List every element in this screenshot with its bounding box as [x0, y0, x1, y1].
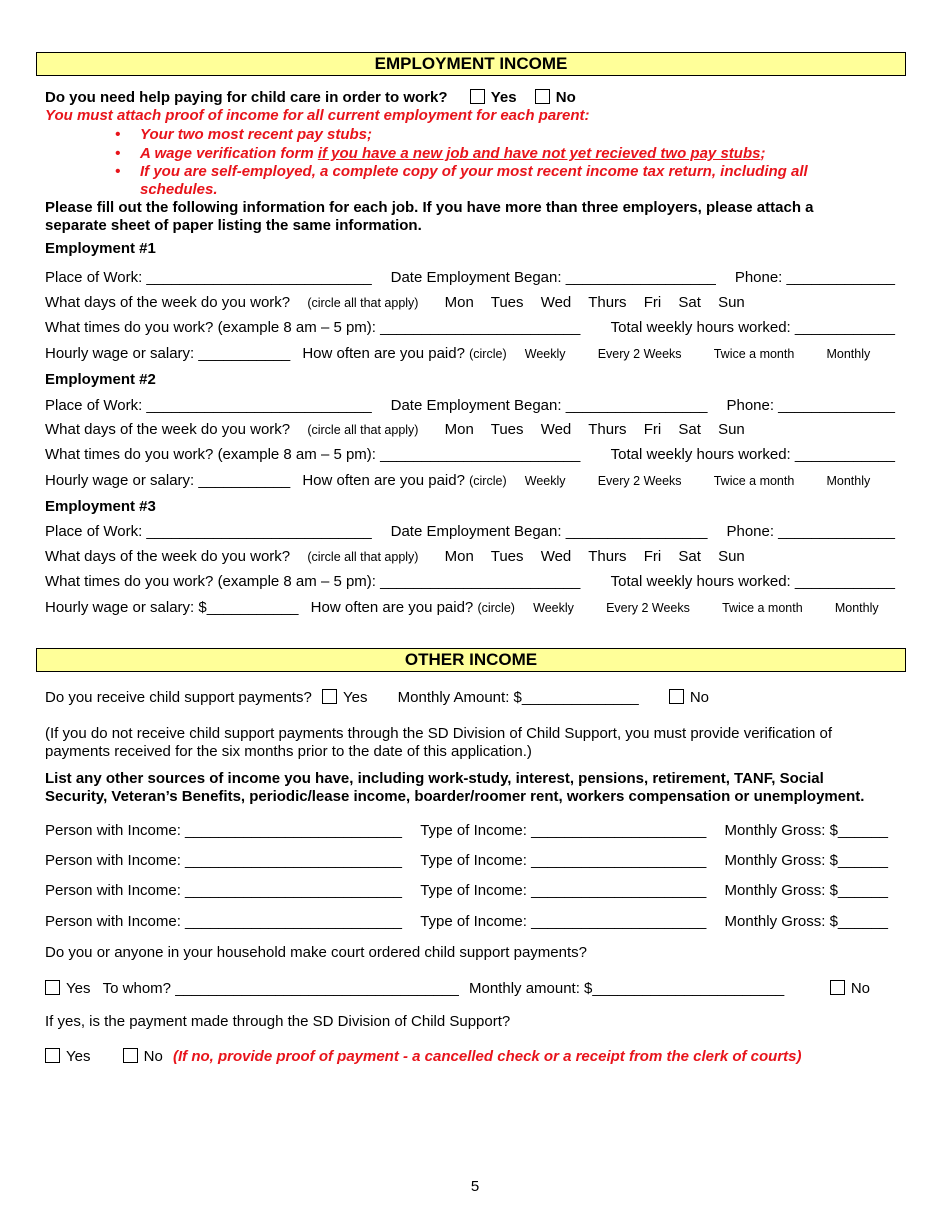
child-support-question: Do you receive child support payments?: [45, 689, 312, 706]
child-support-yes-label: Yes: [342, 689, 368, 706]
days-question: What days of the week do you work?: [45, 548, 291, 565]
day-fri[interactable]: Fri: [643, 421, 662, 438]
child-support-no-label: No: [689, 689, 710, 706]
bullet-icon: •: [115, 145, 121, 162]
freq-monthly[interactable]: Monthly: [826, 474, 871, 488]
employment-2-title: Employment #2: [45, 371, 156, 388]
employment-income-heading: EMPLOYMENT INCOME: [36, 52, 906, 76]
freq-twice-month[interactable]: Twice a month: [722, 601, 803, 615]
bullet-icon: •: [115, 126, 121, 143]
wage-field[interactable]: Hourly wage or salary: ___________: [45, 345, 291, 362]
sd-division-line: [45, 1048, 802, 1065]
bullet-pay-stubs: [115, 126, 372, 143]
phone-field[interactable]: Phone: ______________: [726, 397, 895, 414]
childcare-no-label: No: [555, 89, 576, 106]
childcare-no-checkbox[interactable]: [535, 89, 550, 104]
circle-note: (circle): [469, 474, 507, 488]
bullet-wage-underlined: if you have a new job and have not yet recieved two pay stubs: [317, 145, 761, 162]
wage-field[interactable]: Hourly wage or salary: ___________: [45, 472, 291, 489]
day-sun[interactable]: Sun: [718, 421, 745, 438]
bullet-self-employed: [115, 163, 808, 180]
employment-2-times-row: [45, 446, 895, 463]
day-mon[interactable]: Mon: [444, 421, 474, 438]
proof-intro: You must attach proof of income for all current employment for each parent:: [45, 107, 590, 124]
bullet-wage-text: A wage verification form: [140, 145, 318, 162]
employment-2-place-row: [45, 397, 895, 414]
paid-question: How often are you paid?: [302, 472, 465, 489]
court-ordered-question: Do you or anyone in your household make court ordered child support payments?: [45, 944, 587, 961]
freq-every-2-weeks[interactable]: Every 2 Weeks: [597, 474, 682, 488]
work-times-field[interactable]: What times do you work? (example 8 am – 5 pm): ________________________: [45, 573, 581, 590]
monthly-gross-field[interactable]: Monthly Gross: $______: [724, 822, 888, 839]
childcare-yes-checkbox[interactable]: [470, 89, 485, 104]
court-ordered-line: [45, 980, 870, 997]
employment-1-place-row: [45, 269, 895, 286]
sd-no-label: No: [143, 1048, 163, 1065]
type-of-income-field[interactable]: Type of Income: _____________________: [420, 913, 707, 930]
total-hours-field[interactable]: Total weekly hours worked: ____________: [610, 573, 895, 590]
circle-all-note: (circle all that apply): [307, 423, 419, 437]
employment-3-wage-row: [45, 599, 879, 616]
day-sat[interactable]: Sat: [678, 294, 701, 311]
income-row: [45, 852, 888, 869]
person-with-income-field[interactable]: Person with Income: __________________________: [45, 882, 402, 899]
instruction-line2: separate sheet of paper listing the same information.: [45, 217, 422, 234]
place-of-work-field[interactable]: Place of Work: ___________________________: [45, 269, 372, 286]
day-sat[interactable]: Sat: [678, 548, 701, 565]
employment-1-days-row: [45, 294, 758, 311]
day-wed[interactable]: Wed: [540, 548, 572, 565]
bullet-wage-verification: [115, 145, 766, 162]
freq-monthly[interactable]: Monthly: [834, 601, 879, 615]
page-number: 5: [470, 1178, 480, 1195]
employment-1-wage-row: [45, 345, 870, 362]
day-mon[interactable]: Mon: [444, 548, 474, 565]
monthly-amount-field[interactable]: Monthly Amount: $______________: [397, 689, 639, 706]
person-with-income-field[interactable]: Person with Income: __________________________: [45, 913, 402, 930]
freq-every-2-weeks[interactable]: Every 2 Weeks: [597, 347, 682, 361]
freq-weekly[interactable]: Weekly: [524, 347, 566, 361]
employment-3-times-row: [45, 573, 895, 590]
court-no-checkbox[interactable]: [830, 980, 845, 995]
days-question: What days of the week do you work?: [45, 294, 291, 311]
day-wed[interactable]: Wed: [540, 421, 572, 438]
other-income-heading: OTHER INCOME: [36, 648, 906, 672]
day-tues[interactable]: Tues: [490, 548, 524, 565]
circle-all-note: (circle all that apply): [307, 296, 419, 310]
day-sun[interactable]: Sun: [718, 294, 745, 311]
day-fri[interactable]: Fri: [643, 548, 662, 565]
day-thurs[interactable]: Thurs: [588, 548, 627, 565]
childcare-yes-label: Yes: [490, 89, 517, 106]
child-support-yes-checkbox[interactable]: [322, 689, 337, 704]
income-row: [45, 913, 888, 930]
person-with-income-field[interactable]: Person with Income: __________________________: [45, 822, 402, 839]
income-row: [45, 822, 888, 839]
days-question: What days of the week do you work?: [45, 421, 291, 438]
court-no-label: No: [850, 980, 870, 997]
to-whom-field[interactable]: To whom? __________________________________: [102, 980, 459, 997]
day-thurs[interactable]: Thurs: [588, 421, 627, 438]
day-sat[interactable]: Sat: [678, 421, 701, 438]
total-hours-field[interactable]: Total weekly hours worked: ____________: [610, 446, 895, 463]
phone-field[interactable]: Phone: ______________: [726, 523, 895, 540]
child-support-line: [45, 689, 709, 706]
place-of-work-field[interactable]: Place of Work: ___________________________: [45, 397, 372, 414]
employment-3-title: Employment #3: [45, 498, 156, 515]
verification-note-line1: (If you do not receive child support payments through the SD Division of Child Support, you must provide verification of: [45, 725, 833, 742]
monthly-gross-field[interactable]: Monthly Gross: $______: [724, 882, 888, 899]
place-of-work-field[interactable]: Place of Work: ___________________________: [45, 523, 372, 540]
monthly-gross-field[interactable]: Monthly Gross: $______: [724, 852, 888, 869]
employment-1-times-row: [45, 319, 895, 336]
day-fri[interactable]: Fri: [643, 294, 662, 311]
person-with-income-field[interactable]: Person with Income: __________________________: [45, 852, 402, 869]
sd-division-question: If yes, is the payment made through the SD Division of Child Support?: [45, 1013, 511, 1030]
monthly-gross-field[interactable]: Monthly Gross: $______: [724, 913, 888, 930]
income-sources-line1: List any other sources of income you have, including work-study, interest, pensions, retirement, TANF, Social: [45, 770, 824, 787]
freq-monthly[interactable]: Monthly: [826, 347, 871, 361]
bullet-pay-stubs-text: Your two most recent pay stubs;: [140, 126, 372, 143]
circle-note: (circle): [477, 601, 515, 615]
court-monthly-amount-field[interactable]: Monthly amount: $_______________________: [469, 980, 785, 997]
employment-2-days-row: [45, 421, 758, 438]
day-wed[interactable]: Wed: [540, 294, 572, 311]
date-began-field[interactable]: Date Employment Began: __________________: [390, 269, 716, 286]
employment-2-wage-row: [45, 472, 870, 489]
date-began-field[interactable]: Date Employment Began: _________________: [390, 397, 708, 414]
proof-of-payment-note: (If no, provide proof of payment - a cancelled check or a receipt from the clerk of courts): [173, 1048, 802, 1065]
wage-field[interactable]: Hourly wage or salary: $___________: [45, 599, 299, 616]
income-row: [45, 882, 888, 899]
sd-yes-checkbox[interactable]: [45, 1048, 60, 1063]
employment-3-days-row: [45, 548, 758, 565]
verification-note-line2: payments received for the six months prior to the date of this application.): [45, 743, 532, 760]
bullet-icon: •: [115, 163, 121, 180]
child-support-no-checkbox[interactable]: [669, 689, 684, 704]
paid-question: How often are you paid?: [310, 599, 474, 616]
work-times-field[interactable]: What times do you work? (example 8 am – 5 pm): ________________________: [45, 446, 581, 463]
phone-field[interactable]: Phone: _____________: [734, 269, 895, 286]
childcare-question: Do you need help paying for child care in order to work?: [45, 89, 448, 106]
day-sun[interactable]: Sun: [718, 548, 745, 565]
type-of-income-field[interactable]: Type of Income: _____________________: [420, 822, 707, 839]
bullet-self-employed-line2: schedules.: [140, 181, 218, 198]
day-tues[interactable]: Tues: [490, 294, 524, 311]
bullet-self-employed-line1: If you are self-employed, a complete copy of your most recent income tax return, including all: [140, 163, 808, 180]
paid-question: How often are you paid?: [302, 345, 465, 362]
type-of-income-field[interactable]: Type of Income: _____________________: [420, 882, 707, 899]
circle-all-note: (circle all that apply): [307, 550, 419, 564]
total-hours-field[interactable]: Total weekly hours worked: ____________: [610, 319, 895, 336]
childcare-question-line: [45, 89, 576, 106]
circle-note: (circle): [469, 347, 507, 361]
day-thurs[interactable]: Thurs: [588, 294, 627, 311]
income-sources-line2: Security, Veteran’s Benefits, periodic/lease income, boarder/roomer rent, workers compensation or unemployment.: [45, 788, 865, 805]
freq-weekly[interactable]: Weekly: [533, 601, 574, 615]
court-yes-checkbox[interactable]: [45, 980, 60, 995]
freq-twice-month[interactable]: Twice a month: [713, 474, 795, 488]
employment-1-title: Employment #1: [45, 240, 156, 257]
employment-3-place-row: [45, 523, 895, 540]
court-yes-label: Yes: [66, 980, 91, 997]
work-times-field[interactable]: What times do you work? (example 8 am – 5 pm): ________________________: [45, 319, 581, 336]
instruction-line1: Please fill out the following information for each job. If you have more than three employers, please attach a: [45, 199, 814, 216]
freq-every-2-weeks[interactable]: Every 2 Weeks: [606, 601, 690, 615]
day-tues[interactable]: Tues: [490, 421, 524, 438]
bullet-wage-end: ;: [760, 145, 766, 162]
day-mon[interactable]: Mon: [444, 294, 474, 311]
sd-no-checkbox[interactable]: [123, 1048, 138, 1063]
freq-twice-month[interactable]: Twice a month: [713, 347, 795, 361]
date-began-field[interactable]: Date Employment Began: _________________: [390, 523, 708, 540]
freq-weekly[interactable]: Weekly: [524, 474, 566, 488]
sd-yes-label: Yes: [66, 1048, 91, 1065]
type-of-income-field[interactable]: Type of Income: _____________________: [420, 852, 707, 869]
